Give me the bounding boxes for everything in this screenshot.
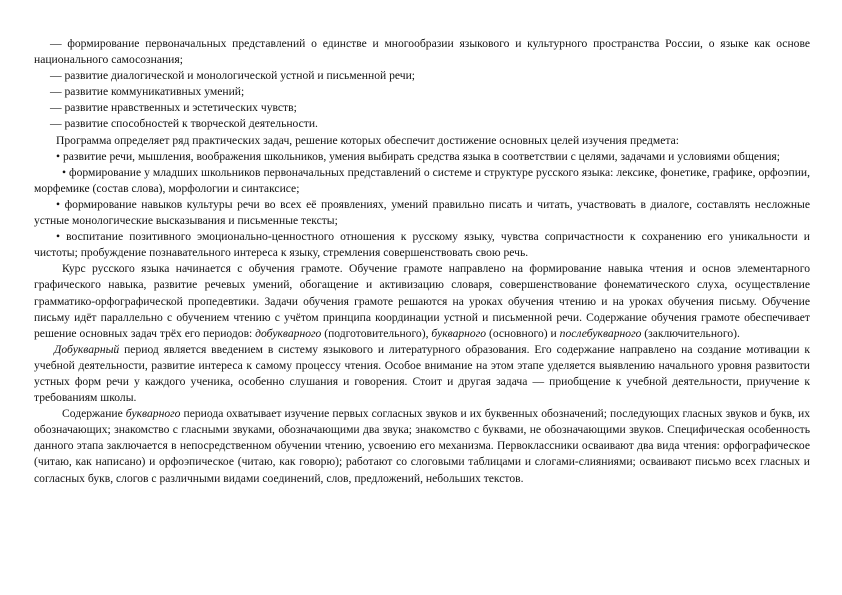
goal-item: — формирование первоначальных представлений о единстве и многообразии языкового и культурного пространства России, о языке как основе национального самосознания; [34,37,810,67]
period-postbook-note: (заключительного). [641,326,740,340]
book-lead: Содержание [62,407,126,421]
period-postbook-term: послебукварного [559,326,642,340]
task-item: • формирование навыков культуры речи во всех её проявлениях, умений правильно писать и читать, участвовать в диалоге, составлять несложные устные монологические высказывания и письменные тексты; [34,197,810,228]
task-item: • формирование у младших школьников первоначальных представлений о системе и структуре русского языка: лексике, фонетике, графике, орфоэпии, морфемике (состав слова), морфологии и синтаксисе; [34,165,810,195]
task-item: • развитие речи, мышления, воображения школьников, умения выбирать средства языка в соответствии с целями, задачами и условиями общения; [56,149,780,163]
period-book-note: (основного) и [486,326,560,340]
task-item: • воспитание позитивного эмоционально-ценностного отношения к русскому языку, чувства сопричастности к сохранению его уникальности и чистоты; пробуждение познавательного интереса к языку, стремления совершенствовать свою речь. [34,230,810,260]
document-page [34,36,810,487]
goal-item: — развитие диалогической и монологической устной и письменной речи; [50,69,415,83]
goal-item: — развитие способностей к творческой деятельности. [50,117,318,131]
course-text: Курс русского языка начинается с обучения грамоте. Обучение грамоте направлено на формирование навыка чтения и основ элементарного графического навыка, развитие речевых умений, обогащение и активизацию словаря, совершенствование фонематического слуха, осуществление грамматико-орфографической пропедевтики. Задачи обучения грамоте решаются на уроках обучения чтению и на уроках обучения письму. Обучение письму идёт параллельно с обучением чтению с учётом принципа координации устной и письменной речи. Содержание обучения грамоте обеспечивает решение основных задач трёх его периодов: [34,262,810,340]
prebook-paragraph [34,342,810,406]
prebook-term: Добукварный [54,342,120,356]
prebook-text: период является введением в систему языкового и литературного образования. Его содержание направлено на создание мотивации к учебной деятельности, развитие интереса к самому процессу чтения. Особое внимание на этом этапе уделяется выявлению начального уровня развитости устных форм речи у каждого ученика, особенно слушания и говорения. Стоит и другая задача — приобщение к учебной деятельности, приучение к требованиям школы. [34,342,810,405]
book-paragraph [34,406,810,486]
period-prebook-term: добукварного [255,326,322,340]
book-term: букварного [125,407,181,421]
program-intro: Программа определяет ряд практических задач, решение которых обеспечит достижение основных целей изучения предмета: [56,133,679,147]
period-prebook-note: (подготовительного), [321,326,432,340]
period-book-term: букварного [431,326,487,340]
goal-item: — развитие коммуникативных умений; [50,85,245,99]
course-paragraph [34,261,810,341]
goal-item: — развитие нравственных и эстетических чувств; [50,101,297,115]
book-text: периода охватывает изучение первых согласных звуков и их буквенных обозначений; последующих гласных звуков и букв, их обозначающих; знакомство с гласными звуками, обозначающими два звука; знакомство с буквами, не обозначающими звуков. Специфическая особенность данного этапа заключается в непосредственном обучении чтению, усвоению его механизма. Первоклассники осваивают два вида чтения: орфографическое (читаю, как написано) и орфоэпическое (читаю, как говорю); работают со слоговыми таблицами и слогами-слияниями; осваивают письмо всех гласных и согласных букв, слогов с различными видами соединений, слов, предложений, небольших текстов. [34,407,810,485]
